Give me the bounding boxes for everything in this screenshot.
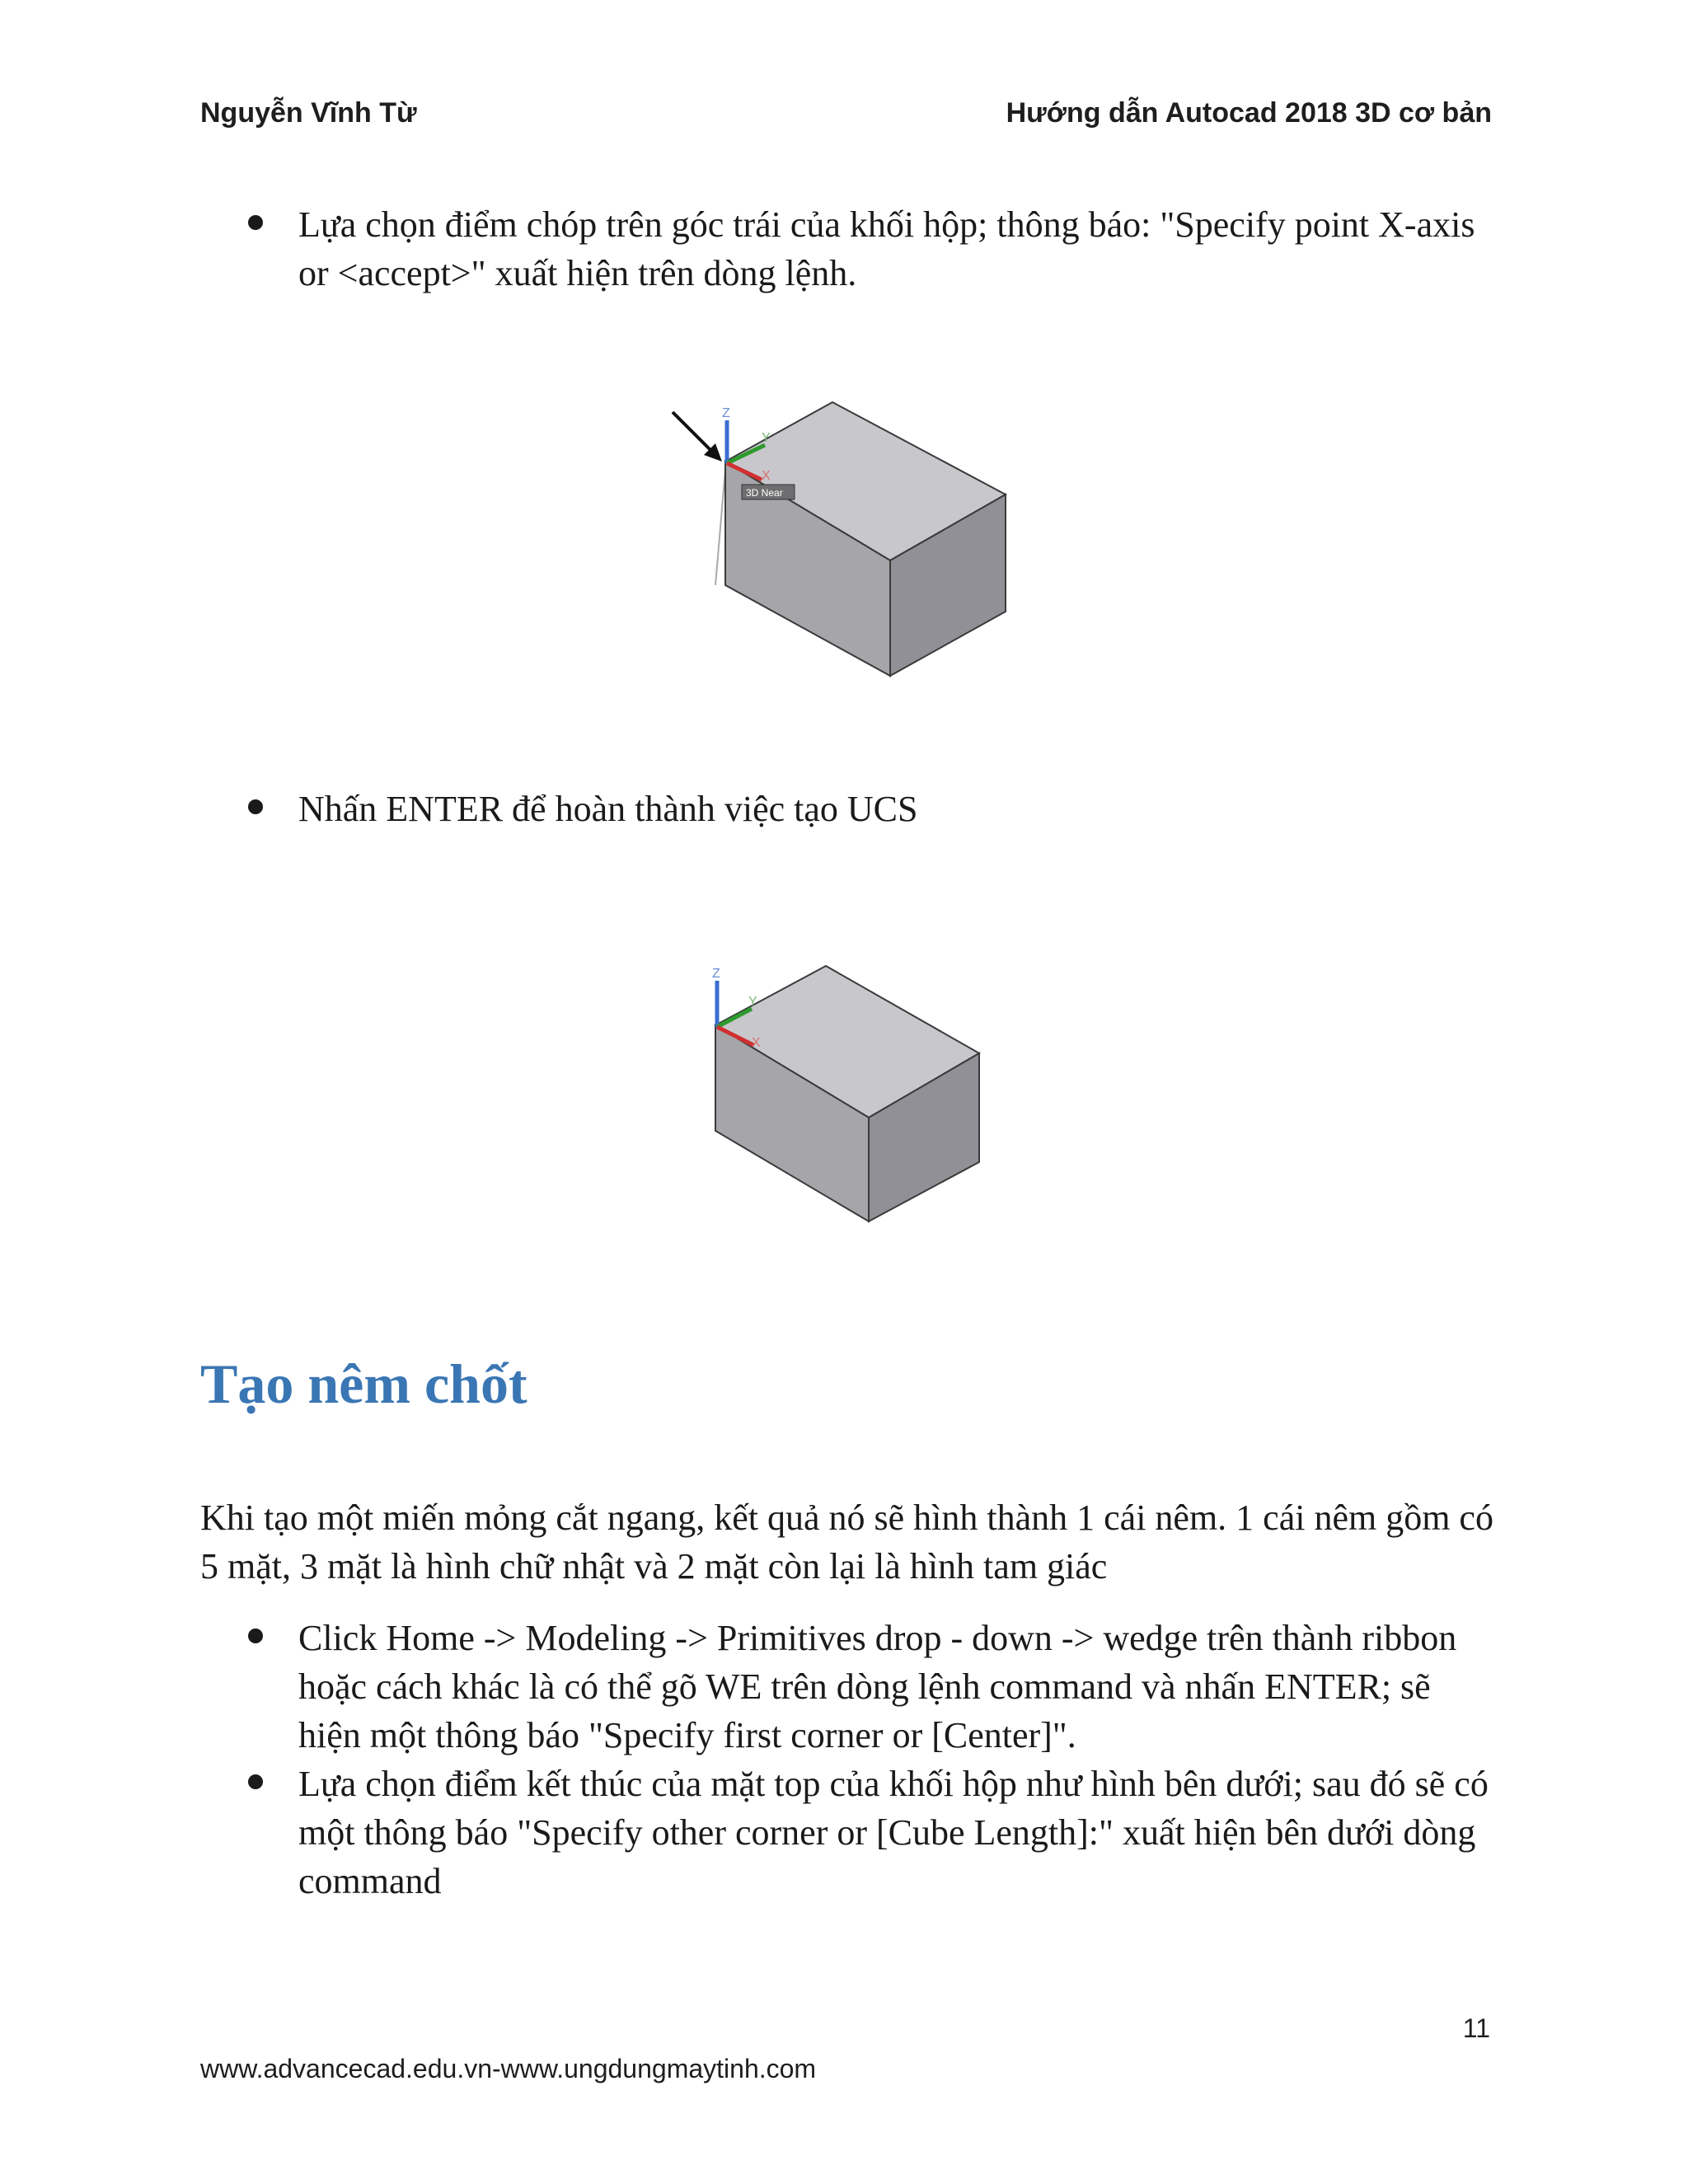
osnap-tooltip-text: 3D Near	[746, 487, 783, 499]
bullet-text: Lựa chọn điểm kết thúc của mặt top của khối hộp như hình bên dưới; sau đó sẽ có một thông báo "Specify other corner or [Cube Length]:" xuất hiện bên dưới dòng command	[298, 1764, 1489, 1901]
bullet-dot	[248, 215, 263, 230]
footer-url: www.advancecad.edu.vn-www.ungdungmaytinh.com	[200, 2054, 817, 2083]
page-number: 11	[1462, 2013, 1490, 2043]
tracking-line	[715, 470, 725, 585]
ucs-z-label: Z	[722, 406, 730, 420]
header-author: Nguyễn Vĩnh Từ	[200, 97, 417, 129]
bullet-dot	[248, 1774, 263, 1789]
header-title: Hướng dẫn Autocad 2018 3D cơ bản	[1006, 97, 1492, 129]
section-paragraph: Khi tạo một miến mỏng cắt ngang, kết quả nó sẽ hình thành 1 cái nêm. 1 cái nêm gồm có 5 mặt, 3 mặt là hình chữ nhật và 2 mặt còn lại là hình tam giác	[200, 1497, 1493, 1586]
section-heading: Tạo nêm chốt	[200, 1352, 528, 1415]
figure-box-ucs-done	[701, 956, 989, 1228]
list-item	[251, 1614, 1492, 1760]
figure-box-select-point	[659, 387, 1030, 684]
list-item	[251, 785, 1492, 833]
cursor-arrow-line	[673, 412, 714, 453]
ucs-x-label: X	[752, 1036, 761, 1050]
list-item	[251, 1760, 1492, 1905]
list-item	[251, 200, 1492, 298]
bullet-text: Click Home -> Modeling -> Primitives drop - down -> wedge trên thành ribbon hoặc cách khác là có thể gõ WE trên dòng lệnh command và nhấn ENTER; sẽ hiện một thông báo "Specify first corner or [Center]".	[298, 1618, 1457, 1755]
bullet-dot	[248, 799, 263, 814]
ucs-z-label: Z	[712, 967, 720, 981]
bullet-text: Lựa chọn điểm chóp trên góc trái của khối hộp; thông báo: "Specify point X-axis or <accept>" xuất hiện trên dòng lệnh.	[298, 204, 1475, 293]
ucs-y-label: Y	[762, 431, 771, 445]
ucs-y-label: Y	[748, 995, 757, 1009]
bullet-dot	[248, 1629, 263, 1643]
ucs-x-label: X	[762, 469, 771, 483]
bullet-text: Nhấn ENTER để hoàn thành việc tạo UCS	[298, 789, 918, 829]
